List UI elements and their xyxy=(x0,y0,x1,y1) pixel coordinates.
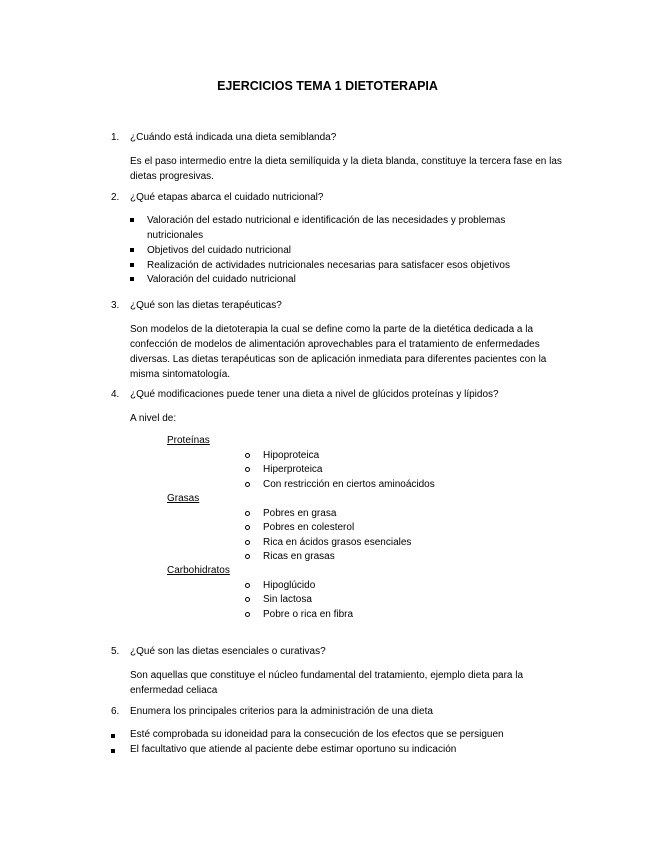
question-4 xyxy=(111,389,499,400)
bullet-icon xyxy=(111,749,115,753)
list-item: Hipoglúcido xyxy=(245,580,315,591)
answer-5: Son aquellas que constituye el núcleo fundamental del tratamiento, ejemplo dieta para la enfermedad celiaca xyxy=(130,670,524,696)
question-text: ¿Qué son las dietas terapéuticas? xyxy=(130,300,282,311)
question-text: ¿Qué etapas abarca el cuidado nutricional? xyxy=(130,192,324,203)
question-text: ¿Cuándo está indicada una dieta semiblanda? xyxy=(130,132,337,143)
category-carbohidratos: Carbohidratos xyxy=(167,565,230,576)
document-title: EJERCICIOS TEMA 1 DIETOTERAPIA xyxy=(217,79,438,93)
bullet-icon xyxy=(130,218,134,222)
circle-bullet-icon xyxy=(245,583,250,588)
question-1 xyxy=(111,132,336,143)
list-item: Objetivos del cuidado nutricional xyxy=(130,243,550,258)
circle-bullet-icon xyxy=(245,612,250,617)
list-item: Ricas en grasas xyxy=(245,551,335,562)
list-item: Con restricción en ciertos aminoácidos xyxy=(245,479,435,490)
circle-bullet-icon xyxy=(245,525,250,530)
question-number: 5. xyxy=(111,646,120,657)
list-item: Pobre o rica en fibra xyxy=(245,609,353,620)
list-item: Rica en ácidos grasos esenciales xyxy=(245,537,411,548)
question-6 xyxy=(111,706,433,717)
list-item: Esté comprobada su idoneidad para la consecución de los efectos que se persiguen xyxy=(111,729,551,740)
question-number: 6. xyxy=(111,706,120,717)
answer-4-intro: A nivel de: xyxy=(130,413,177,424)
circle-bullet-icon xyxy=(245,482,250,487)
answer-1: Es el paso intermedio entre la dieta semilíquida y la dieta blanda, constituye la tercera fase en las dietas progresivas. xyxy=(130,156,562,182)
question-text: Enumera los principales criterios para la administración de una dieta xyxy=(130,706,433,717)
circle-bullet-icon xyxy=(245,554,250,559)
list-item: El facultativo que atiende al paciente debe estimar oportuno su indicación xyxy=(111,744,551,755)
bullet-icon xyxy=(130,277,134,281)
question-3 xyxy=(111,300,282,311)
answer-3: Son modelos de la dietoterapia la cual se define como la parte de la dietética dedicada a la confección de modelos de alimentación aprovechables para el tratamiento de enfermedades diversas. Las dietas terapéuticas son de aplicación inmediata para diferentes pacientes con la misma sintomatología. xyxy=(130,324,547,380)
list-item: Pobres en grasa xyxy=(245,508,336,519)
circle-bullet-icon xyxy=(245,540,250,545)
question-number: 4. xyxy=(111,389,120,400)
circle-bullet-icon xyxy=(245,597,250,602)
list-item: Pobres en colesterol xyxy=(245,522,354,533)
category-grasas: Grasas xyxy=(167,493,200,504)
question-number: 1. xyxy=(111,132,120,143)
question-text: ¿Qué modificaciones puede tener una dieta a nivel de glúcidos proteínas y lípidos? xyxy=(130,389,499,400)
question-2 xyxy=(111,192,323,203)
circle-bullet-icon xyxy=(245,453,250,458)
category-proteinas: Proteínas xyxy=(167,435,210,446)
list-item: Realización de actividades nutricionales necesarias para satisfacer esos objetivos xyxy=(130,258,550,273)
list-item: Valoración del cuidado nutricional xyxy=(130,272,550,287)
list-item: Hipoproteica xyxy=(245,450,319,461)
question-number: 3. xyxy=(111,300,120,311)
circle-bullet-icon xyxy=(245,467,250,472)
question-text: ¿Qué son las dietas esenciales o curativas? xyxy=(130,646,326,657)
circle-bullet-icon xyxy=(245,511,250,516)
list-item: Hiperproteica xyxy=(245,464,322,475)
question-number: 2. xyxy=(111,192,120,203)
bullet-icon xyxy=(111,734,115,738)
list-item: Sin lactosa xyxy=(245,594,312,605)
list-item: Valoración del estado nutricional e identificación de las necesidades y problemas nutricionales xyxy=(130,213,550,243)
bullet-icon xyxy=(130,248,134,252)
question-5 xyxy=(111,646,326,657)
bullet-icon xyxy=(130,263,134,267)
